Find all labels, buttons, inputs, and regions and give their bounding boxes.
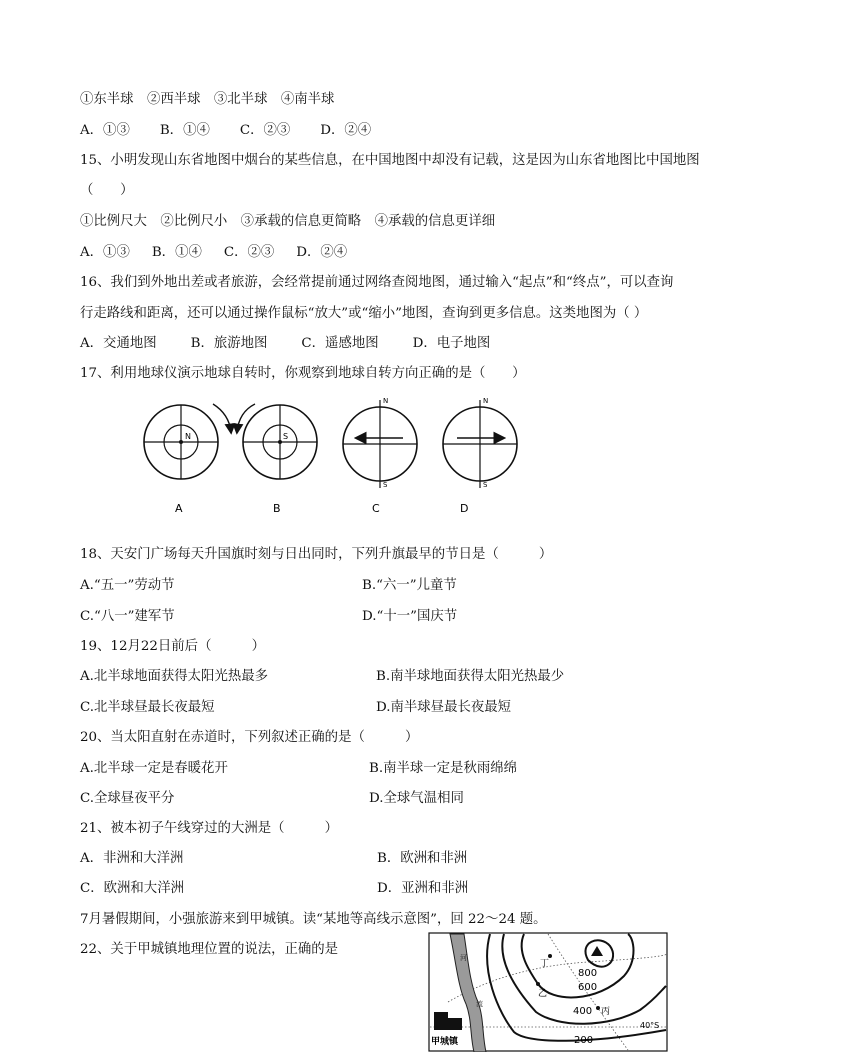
contour-label: 200 [574, 1035, 594, 1046]
answer-d[interactable]: D.全球气温相同 [369, 791, 464, 806]
group-intro: 7月暑假期间，小强旅游来到甲城镇。读“某地等高线示意图”，回 22～24 题。 [80, 912, 547, 927]
pole-label: N [185, 432, 191, 441]
south-label: S [483, 481, 488, 489]
answer-c[interactable]: C．②③ [239, 123, 291, 138]
answer-b[interactable]: B．欧洲和非洲 [377, 851, 468, 866]
q15-stem: 15、小明发现山东省地图中烟台的某些信息，在中国地图中却没有记载，这是因为山东省地图比中国地图 [80, 153, 700, 168]
answer-c[interactable]: C．遥感地图 [301, 336, 379, 351]
river-label: 流 [476, 1000, 483, 1008]
q-top-answers [80, 122, 371, 140]
place-yi: 乙 [538, 989, 548, 999]
globe-d[interactable] [443, 397, 517, 515]
answer-a[interactable]: A.“五一”劳动节 [80, 578, 175, 593]
q18-stem: 18、天安门广场每天升国旗时刻与日出同时，下列升旗最早的节日是（ ） [80, 547, 553, 562]
latitude-label: 40°S [640, 1021, 660, 1030]
north-label: N [483, 397, 489, 405]
answer-d[interactable]: D．电子地图 [412, 336, 491, 351]
answer-d[interactable]: D.南半球昼最长夜最短 [376, 700, 512, 715]
answer-c[interactable]: C．②③ [223, 245, 275, 260]
north-label: N [383, 397, 389, 405]
answer-a[interactable]: A．交通地图 [80, 336, 157, 351]
answer-c[interactable]: C．欧洲和大洋洲 [80, 881, 184, 896]
answer-b[interactable]: B．①④ [151, 245, 202, 260]
river-label: 河 [460, 954, 467, 962]
contour-map [428, 932, 668, 1052]
contour-label: 400 [573, 1006, 593, 1017]
answer-a[interactable]: A．非洲和大洋洲 [80, 851, 184, 866]
q15-answers [80, 244, 347, 262]
answer-d[interactable]: D．亚洲和非洲 [377, 881, 469, 896]
answer-b[interactable]: B．①④ [159, 123, 210, 138]
label-d: D [460, 502, 469, 515]
q22-stem: 22、关于甲城镇地理位置的说法，正确的是 [80, 942, 339, 957]
answer-d[interactable]: D．②④ [320, 123, 372, 138]
answer-b[interactable]: B.南半球一定是秋雨绵绵 [369, 761, 518, 776]
q19-stem: 19、12月22日前后（ ） [80, 639, 266, 654]
town-icon [434, 1012, 448, 1030]
answer-a[interactable]: A．①③ [80, 123, 130, 138]
q16-answers [80, 335, 490, 353]
answer-b[interactable]: B.南半球地面获得太阳光热最少 [376, 669, 565, 684]
answer-a[interactable]: A．①③ [80, 245, 130, 260]
q15-options: ①比例尺大 ②比例尺小 ③承载的信息更简略 ④承载的信息更详细 [80, 214, 496, 229]
label-a: A [175, 502, 183, 515]
q20-stem: 20、当太阳直射在赤道时，下列叙述正确的是（ ） [80, 730, 419, 745]
answer-c[interactable]: C.全球昼夜平分 [80, 791, 175, 806]
q16-stem-2: 行走路线和距离，还可以通过操作鼠标“放大”或“缩小”地图，查询到更多信息。这类地图为（ ） [80, 306, 648, 321]
south-label: S [383, 481, 388, 489]
answer-d[interactable]: D．②④ [296, 245, 348, 260]
globe-b[interactable] [237, 404, 317, 515]
q15-paren: （ ） [80, 183, 134, 198]
answer-d[interactable]: D.“十一”国庆节 [362, 609, 458, 624]
q21-stem: 21、被本初子午线穿过的大洲是（ ） [80, 821, 339, 836]
answer-b[interactable]: B．旅游地图 [190, 336, 268, 351]
answer-a[interactable]: A.北半球一定是春暖花开 [80, 761, 228, 776]
place-ding: 丁 [540, 959, 550, 969]
contour-label: 600 [578, 982, 598, 993]
q17-stem: 17、利用地球仪演示地球自转时，你观察到地球自转方向正确的是（ ） [80, 366, 526, 381]
place-bing: 丙 [601, 1007, 611, 1017]
q-top-options: ①东半球 ②西半球 ③北半球 ④南半球 [80, 92, 335, 107]
answer-a[interactable]: A.北半球地面获得太阳光热最多 [80, 669, 269, 684]
q16-stem-1: 16、我们到外地出差或者旅游，会经常提前通过网络查阅地图，通过输入“起点”和“终点”，可以查询 [80, 275, 674, 290]
pole-label: S [283, 432, 289, 441]
contour-label: 800 [578, 968, 598, 979]
answer-c[interactable]: C.“八一”建军节 [80, 609, 175, 624]
town-label: 甲城镇 [431, 1037, 459, 1047]
globe-c[interactable] [343, 397, 417, 515]
label-b: B [273, 502, 281, 515]
answer-b[interactable]: B.“六一”儿童节 [362, 578, 457, 593]
label-c: C [372, 502, 380, 515]
q17-figure [135, 392, 535, 520]
globe-a[interactable] [144, 404, 231, 515]
answer-c[interactable]: C.北半球昼最长夜最短 [80, 700, 215, 715]
